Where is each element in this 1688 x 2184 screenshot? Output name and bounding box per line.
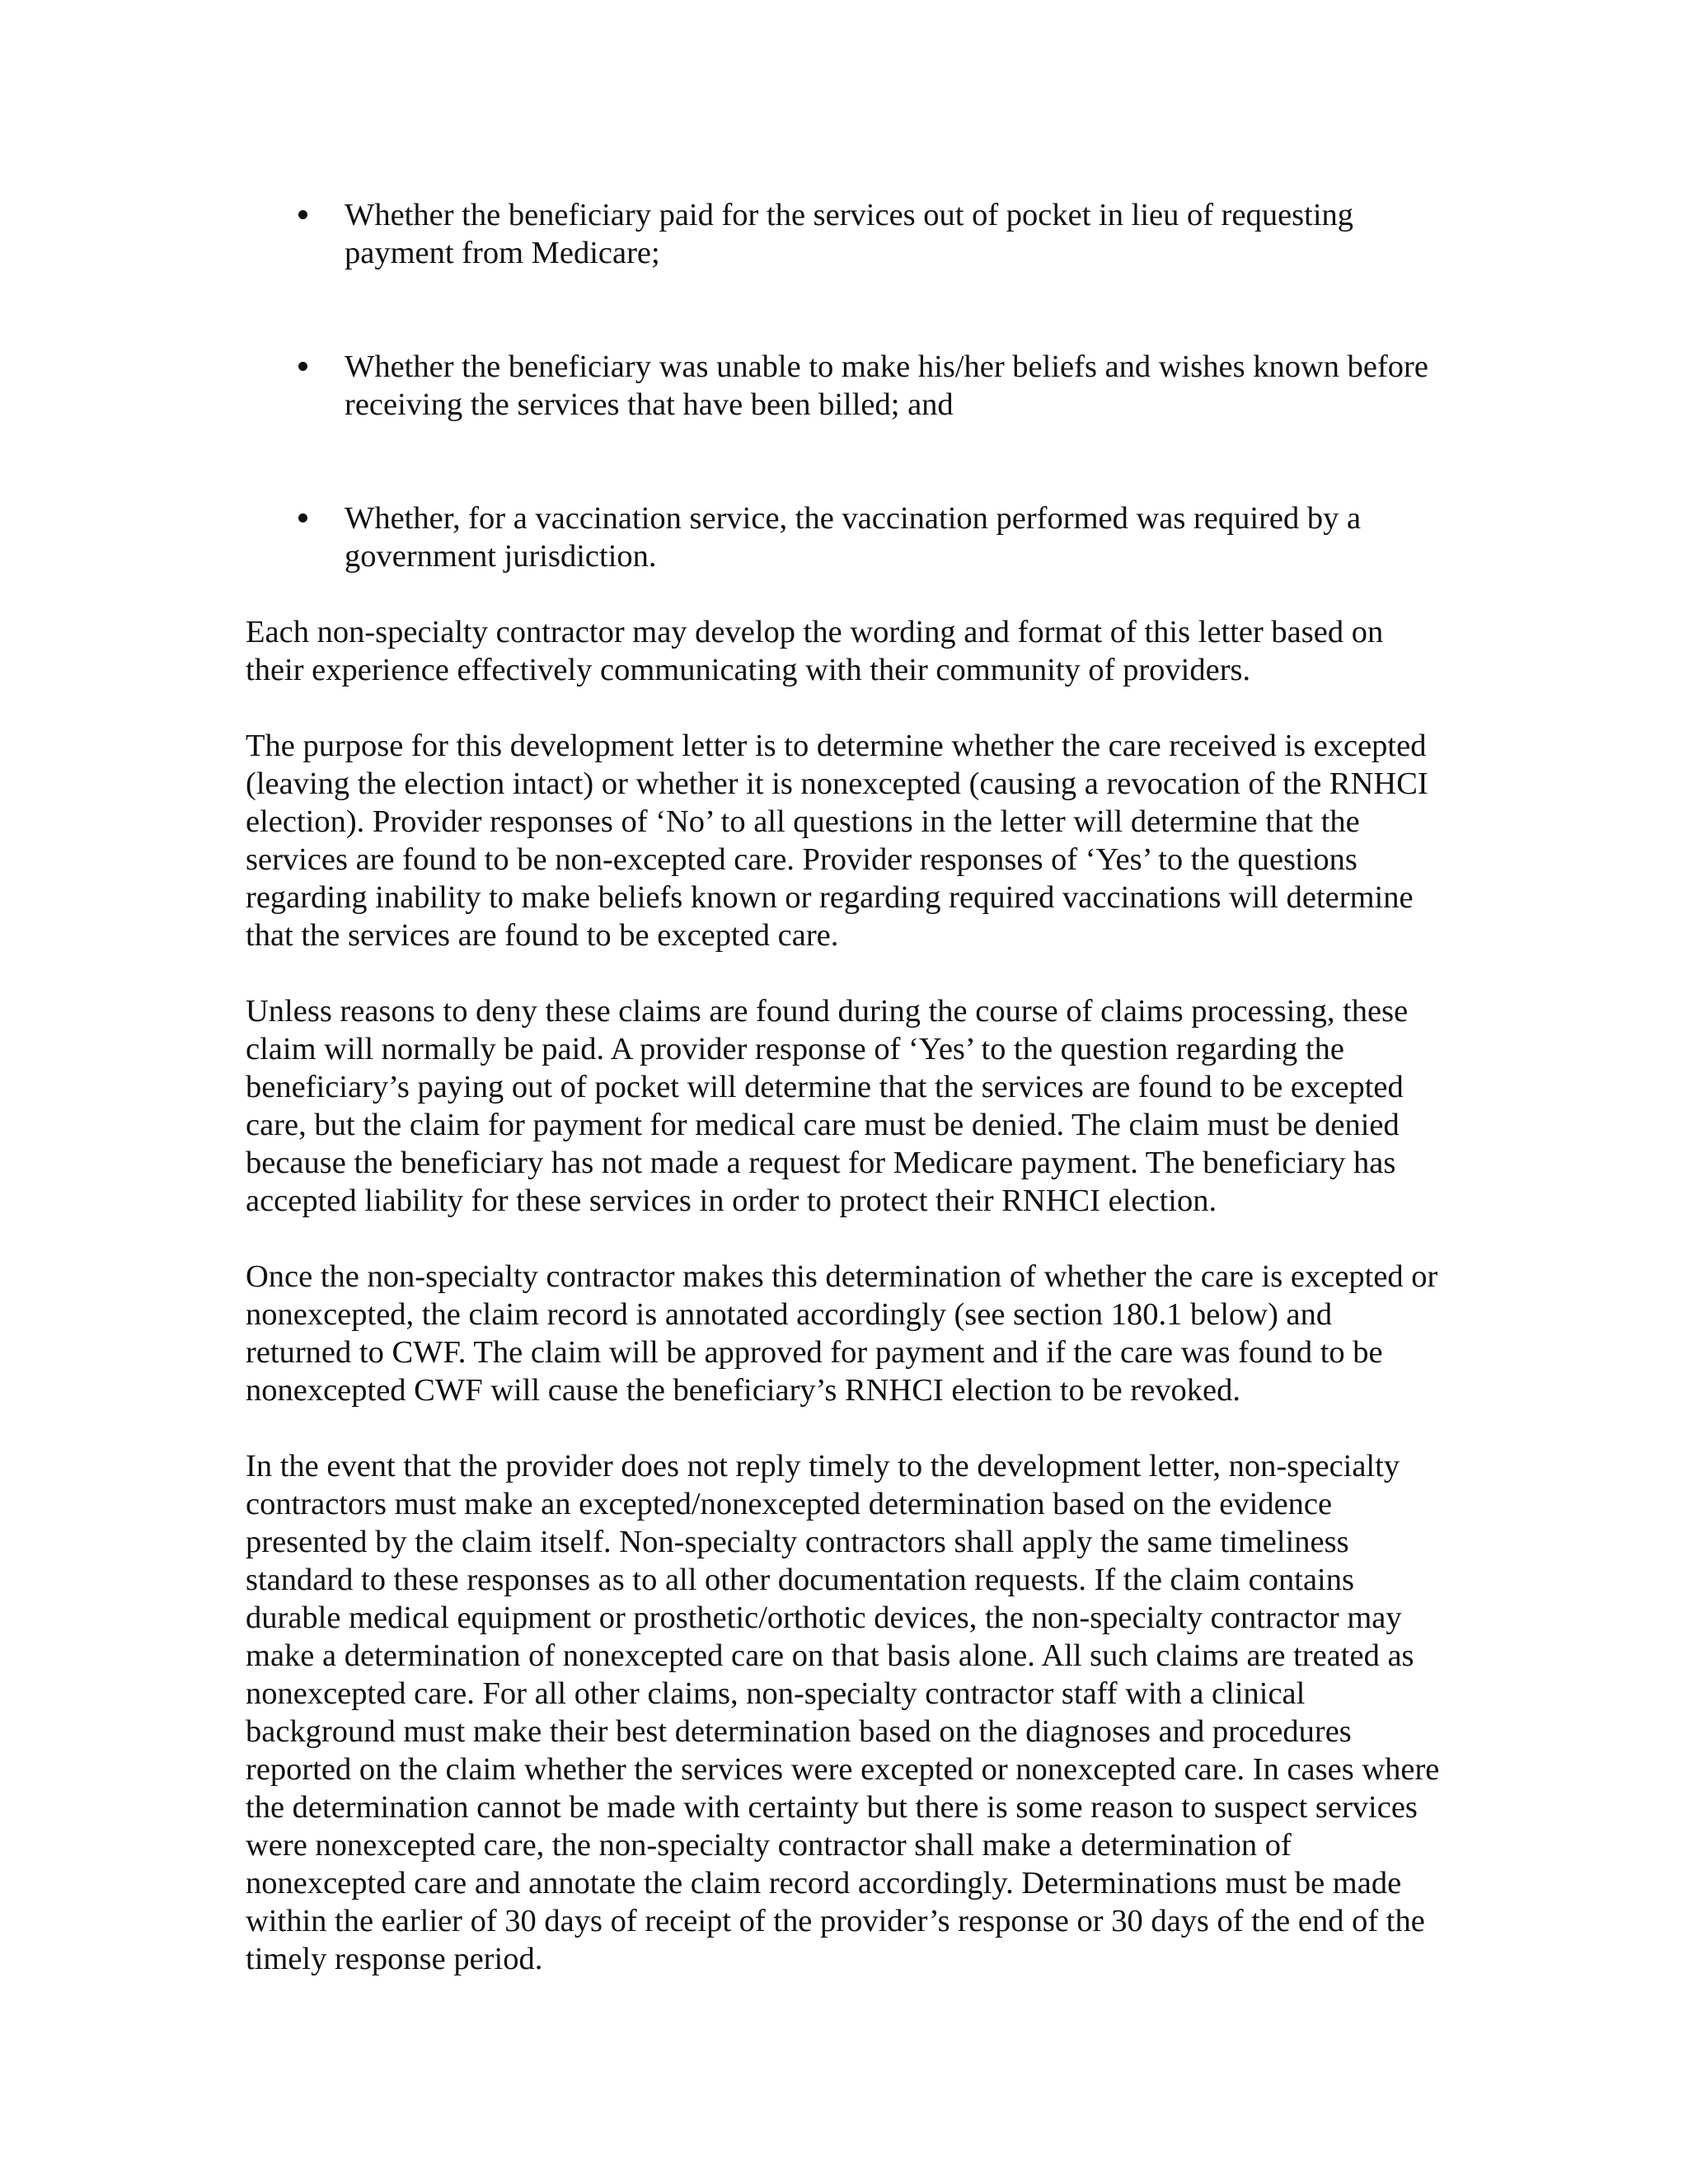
bullet-icon bbox=[298, 362, 307, 371]
bullet-text: Whether the beneficiary paid for the services out of pocket in lieu of requesting payment from Medicare; bbox=[345, 198, 1354, 270]
bullet-icon bbox=[298, 210, 307, 219]
list-item bbox=[246, 499, 1445, 575]
paragraph-letter-wording: Each non-specialty contractor may develop the wording and format of this letter based on their experience effectively communicating with their community of providers. bbox=[246, 615, 1384, 687]
list-item bbox=[246, 196, 1445, 272]
paragraph-determination: Once the non-specialty contractor makes this determination of whether the care is excepted or nonexcepted, the claim record is annotated accordingly (see section 180.1 below) and returned to CWF. The claim will be approved for payment and if the care was found to be nonexcepted CWF will cause the beneficiary’s RNHCI election to be revoked. bbox=[246, 1259, 1438, 1408]
list-item bbox=[246, 348, 1445, 424]
document-body bbox=[246, 196, 1445, 1978]
paragraph-payment: Unless reasons to deny these claims are found during the course of claims processing, these claim will normally be paid. A provider response of ‘Yes’ to the question regarding the beneficiary’s paying out of pocket will determine that the services are found to be excepted care, but the claim for payment for medical care must be denied. The claim must be denied because the beneficiary has not made a request for Medicare payment. The beneficiary has accepted liability for these services in order to protect their RNHCI election. bbox=[246, 994, 1409, 1218]
bullet-list bbox=[246, 196, 1445, 575]
paragraph-purpose: The purpose for this development letter is to determine whether the care received is excepted (leaving the election intact) or whether it is nonexcepted (causing a revocation of the RNHCI election). Provider responses of ‘No’ to all questions in the letter will determine that the services are found to be non-excepted care. Provider responses of ‘Yes’ to the questions regarding inability to make beliefs known or regarding required vaccinations will determine that the services are found to be excepted care. bbox=[246, 729, 1428, 953]
bullet-text: Whether, for a vaccination service, the vaccination performed was required by a government jurisdiction. bbox=[345, 501, 1362, 574]
bullet-icon bbox=[298, 513, 307, 523]
paragraph-no-reply: In the event that the provider does not reply timely to the development letter, non-specialty contractors must make an excepted/nonexcepted determination based on the evidence presented by the claim itself. Non-specialty contractors shall apply the same timeliness standard to these responses as to all other documentation requests. If the claim contains durable medical equipment or prosthetic/orthotic devices, the non-specialty contractor may make a determination of nonexcepted care on that basis alone. All such claims are treated as nonexcepted care. For all other claims, non-specialty contractor staff with a clinical background must make their best determination based on the diagnoses and procedures reported on the claim whether the services were excepted or nonexcepted care. In cases where the determination cannot be made with certainty but there is some reason to suspect services were nonexcepted care, the non-specialty contractor shall make a determination of nonexcepted care and annotate the claim record accordingly. Determinations must be made within the earlier of 30 days of receipt of the provider’s response or 30 days of the end of the timely response period. bbox=[246, 1449, 1440, 1976]
bullet-text: Whether the beneficiary was unable to make his/her beliefs and wishes known before receiving the services that have been billed; and bbox=[345, 349, 1428, 422]
